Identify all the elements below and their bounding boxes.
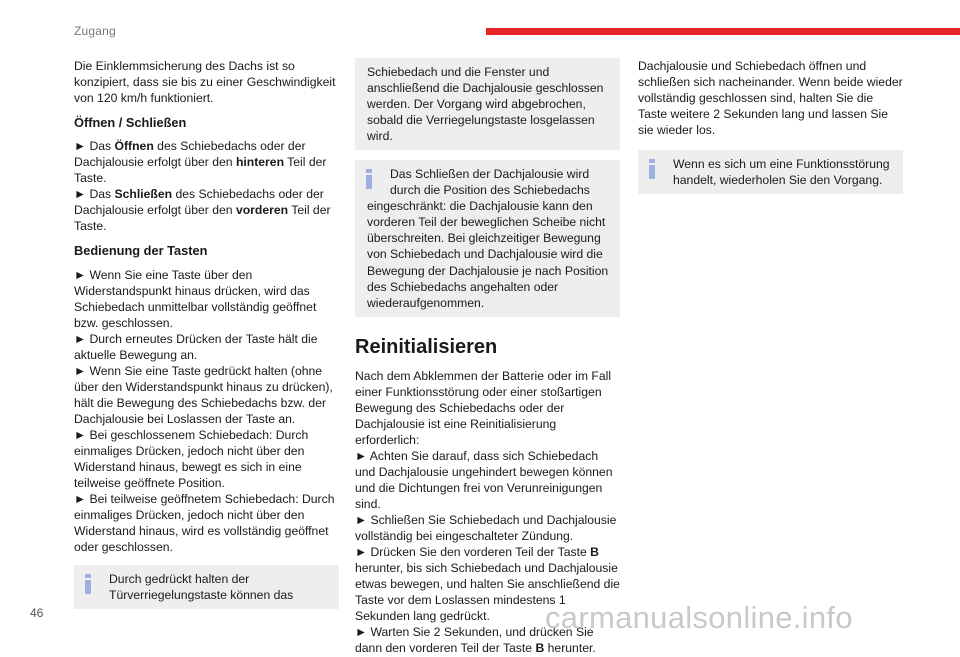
heading-button-operation: Bedienung der Tasten xyxy=(74,243,208,259)
list-item: ► Achten Sie darauf, dass sich Schiebedach und Dachjalousie ungehindert bewegen können und die Dichtungen frei von Verunreinigungen sind. xyxy=(355,448,613,512)
list-item: ► Bei teilweise geöffnetem Schiebedach: Durch einmaliges Drücken, jedoch nicht über den Widerstand hinaus, wird es vollständig geöffnet oder geschlossen. xyxy=(74,492,335,555)
info-icon xyxy=(365,169,373,189)
list-item: ► Bei geschlossenem Schiebedach: Durch einmaliges Drücken, jedoch nicht über den Widerstand hinaus, bewegt es sich in eine teilweise geöffnete Position. xyxy=(74,427,309,491)
header-accent-bar xyxy=(486,28,960,35)
info-icon xyxy=(648,159,656,179)
info-note-blind: Das Schließen der Dachjalousie wird durch die Position des Schiebedachs eingeschränkt: die Dachjalousie kann den vorderen Teil der beweglichen Scheibe nicht überschreiten. Bei gleichzeitiger Bewegung von Schiebedach und Dachjalousie wird die Bewegung der Dachjalousie je nach Position des Schiebedachs angehalten oder wiederaufgenommen. xyxy=(355,160,620,316)
close-instruction: ► Das Schließen des Schiebedachs oder der Dachjalousie erfolgt über den vorderen Teil der Taste. xyxy=(74,187,331,234)
column-3 xyxy=(638,58,903,194)
info-icon xyxy=(84,574,92,594)
info-note-lock-continued: Schiebedach und die Fenster und anschließend die Dachjalousie geschlossen werden. Der Vorgang wird abgebrochen, sobald die Verriegelungstaste losgelassen wird. xyxy=(355,58,620,150)
reinit-intro: Nach dem Abklemmen der Batterie oder im Fall einer Funktionsstörung oder einer stoßartigen Bewegung des Schiebedachs oder der Dachjalousie ist eine Reinitialisierung erforderlich: xyxy=(355,368,612,447)
list-item: ► Warten Sie 2 Sekunden, und drücken Sie dann den vorderen Teil der Taste B herunter. xyxy=(355,625,596,656)
watermark: carmanualsonline.info xyxy=(545,600,853,635)
list-item: ► Wenn Sie eine Taste gedrückt halten (ohne über den Widerstandspunkt hinaus zu drücken), hält die Bewegung des Schiebedachs bzw. der Dachjalousie bei Loslassen der Taste an. xyxy=(74,363,333,426)
heading-reinitialize: Reinitialisieren xyxy=(355,335,498,358)
column-2 xyxy=(355,58,620,657)
section-title: Zugang xyxy=(74,24,116,38)
intro-text: Die Einklemmsicherung des Dachs ist so konzipiert, dass sie bis zu einer Geschwindigkeit von 120 km/h funktioniert. xyxy=(74,59,336,106)
list-item: ► Durch erneutes Drücken der Taste hält die aktuelle Bewegung an. xyxy=(74,331,318,362)
info-note-malfunction: Wenn es sich um eine Funktionsstörung handelt, wiederholen Sie den Vorgang. xyxy=(638,150,903,194)
list-item: ► Wenn Sie eine Taste über den Widerstandspunkt hinaus drücken, wird das Schiebedach unmittelbar vollständig geöffnet bzw. geschlossen. xyxy=(74,267,317,330)
open-instruction: ► Das Öffnen des Schiebedachs oder der Dachjalousie erfolgt über den hinteren Teil der Taste. xyxy=(74,139,327,186)
list-item: ► Schließen Sie Schiebedach und Dachjalousie vollständig bei eingeschalteter Zündung. xyxy=(355,513,617,544)
column-1 xyxy=(74,58,339,609)
page-number: 46 xyxy=(30,606,44,620)
list-item: ► Drücken Sie den vorderen Teil der Taste B herunter, bis sich Schiebedach und Dachjalousie etwas bewegen, und halten Sie anschließend die Taste vor dem Loslassen mindestens 1 Sekunden lang gedrückt. xyxy=(355,545,620,624)
info-note-lock: Durch gedrückt halten der Türverriegelungstaste können das xyxy=(74,565,339,609)
heading-open-close: Öffnen / Schließen xyxy=(74,115,187,131)
sequence-text: Dachjalousie und Schiebedach öffnen und schließen sich nacheinander. Wenn beide wieder vollständig geschlossen sind, halten Sie die Taste weitere 2 Sekunden lang und lassen Sie sie wieder los. xyxy=(638,59,903,138)
